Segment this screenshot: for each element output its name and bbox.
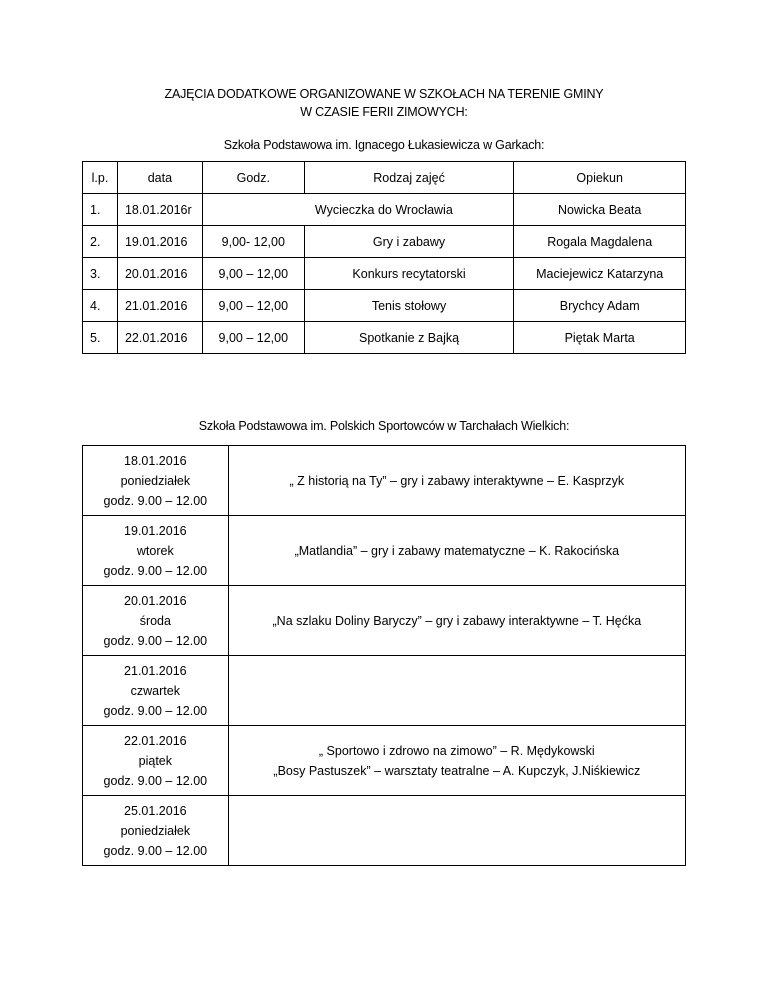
document-title-line2: W CZASIE FERII ZIMOWYCH: (300, 105, 468, 119)
school1-heading (0, 138, 768, 152)
cell-activity: Spotkanie z Bajką (304, 322, 514, 354)
activity-line-1: „Matlandia” – gry i zabawy matematyczne – K. Rakocińska (294, 543, 620, 558)
cell-activity: Konkurs recytatorski (304, 258, 514, 290)
cell-guardian: Nowicka Beata (514, 194, 686, 226)
cell-date: 20.01.2016 (124, 593, 187, 608)
school1-title-suffix: : (541, 138, 545, 152)
table-row (83, 726, 686, 796)
cell-guardian: Rogala Magdalena (514, 226, 686, 258)
school2-heading: Szkoła Podstawowa im. Polskich Sportowców w Tarchałach Wielkich: (198, 419, 570, 433)
cell-date: 21.01.2016 (124, 663, 187, 678)
col-header-lp: l.p. (83, 162, 118, 194)
cell-guardian: Maciejewicz Katarzyna (514, 258, 686, 290)
cell-time: godz. 9.00 – 12.00 (103, 843, 208, 858)
cell-day: środa (139, 613, 171, 628)
cell-activities (228, 586, 685, 656)
table-row (83, 226, 686, 258)
cell-date-block (83, 446, 229, 516)
cell-day: poniedziałek (120, 473, 191, 488)
cell-time: godz. 9.00 – 12.00 (103, 493, 208, 508)
table-row (83, 656, 686, 726)
table-row (83, 516, 686, 586)
col-header-hours: Godz. (202, 162, 304, 194)
cell-date-block (83, 656, 229, 726)
table-row (83, 322, 686, 354)
cell-guardian: Brychcy Adam (514, 290, 686, 322)
cell-day: piątek (138, 753, 172, 768)
cell-date-block (83, 796, 229, 866)
cell-lp: 1. (83, 194, 118, 226)
cell-date: 25.01.2016 (124, 803, 187, 818)
cell-time: godz. 9.00 – 12.00 (103, 773, 208, 788)
cell-time: godz. 9.00 – 12.00 (103, 633, 208, 648)
cell-date: 18.01.2016r (117, 194, 202, 226)
cell-date: 22.01.2016 (117, 322, 202, 354)
cell-date: 22.01.2016 (124, 733, 187, 748)
cell-activities (228, 796, 685, 866)
cell-time: godz. 9.00 – 12.00 (103, 703, 208, 718)
cell-hours: 9,00- 12,00 (202, 226, 304, 258)
cell-activity-text: Wycieczka do Wrocławia (314, 202, 453, 217)
cell-activities (228, 726, 685, 796)
cell-time: godz. 9.00 – 12.00 (103, 563, 208, 578)
cell-date: 19.01.2016 (124, 523, 187, 538)
cell-lp: 3. (83, 258, 118, 290)
cell-lp: 5. (83, 322, 118, 354)
cell-activity: Gry i zabawy (304, 226, 514, 258)
activity-line-1: „ Sportowo i zdrowo na zimowo” – R. Mędykowski (318, 743, 595, 758)
activity-line-1: „ Z historią na Ty” – gry i zabawy interaktywne – E. Kasprzyk (289, 473, 625, 488)
cell-day: wtorek (136, 543, 174, 558)
cell-activities (228, 516, 685, 586)
activity-line-2: „Bosy Pastuszek” – warsztaty teatralne – A. Kupczyk, J.Niśkiewicz (273, 763, 641, 778)
cell-date: 21.01.2016 (117, 290, 202, 322)
school1-schedule-table (82, 161, 686, 354)
cell-hours: 9,00 – 12,00 (202, 258, 304, 290)
cell-date-block (83, 586, 229, 656)
table-row (83, 796, 686, 866)
cell-lp: 4. (83, 290, 118, 322)
cell-day: poniedziałek (120, 823, 191, 838)
cell-date: 20.01.2016 (117, 258, 202, 290)
col-header-guardian: Opiekun (514, 162, 686, 194)
cell-activity: Tenis stołowy (304, 290, 514, 322)
cell-date-block (83, 516, 229, 586)
cell-hours: 9,00 – 12,00 (202, 290, 304, 322)
table-row (83, 194, 686, 226)
cell-date: 19.01.2016 (117, 226, 202, 258)
cell-date: 18.01.2016 (124, 453, 187, 468)
table-row (83, 258, 686, 290)
cell-guardian: Piętak Marta (514, 322, 686, 354)
document-title-line1: ZAJĘCIA DODATKOWE ORGANIZOWANE W SZKOŁACH NA TERENIE GMINY (164, 87, 604, 101)
cell-lp: 2. (83, 226, 118, 258)
col-header-date: data (117, 162, 202, 194)
table-header-row (83, 162, 686, 194)
cell-date-block (83, 726, 229, 796)
school2-schedule-table (82, 445, 686, 866)
cell-hours: 9,00 – 12,00 (202, 322, 304, 354)
col-header-activity: Rodzaj zajęć (304, 162, 514, 194)
cell-activities (228, 446, 685, 516)
school1-title: Szkoła Podstawowa im. Ignacego Łukasiewicza w Garkach (223, 138, 542, 152)
table-row (83, 290, 686, 322)
table-row (83, 446, 686, 516)
cell-day: czwartek (130, 683, 180, 698)
cell-activity (202, 194, 513, 226)
cell-activities (228, 656, 685, 726)
activity-line-1: „Na szlaku Doliny Baryczy” – gry i zabawy interaktywne – T. Hęćka (272, 613, 642, 628)
table-row (83, 586, 686, 656)
